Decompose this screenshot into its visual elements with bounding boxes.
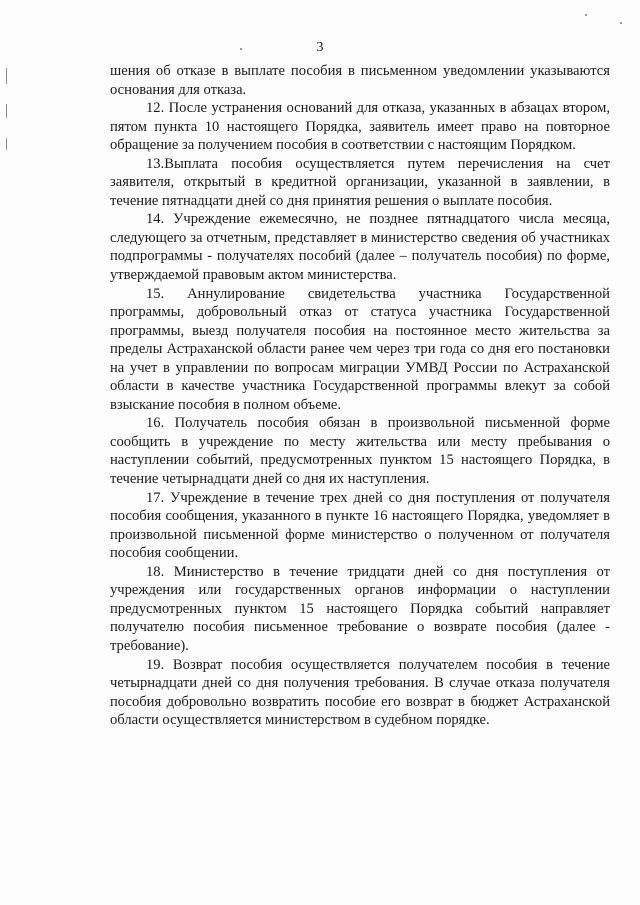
scan-margin-mark bbox=[6, 138, 7, 150]
paragraph-14: 14. Учреждение ежемесячно, не позднее пятнадцатого числа месяца, следующего за отчетным, представляет в министерство сведения об участниках подпрограммы - получателях пособий (далее – получатель пособия) по форме, утверждаемой правовым актом министерства. bbox=[110, 211, 610, 284]
paragraph-17: 17. Учреждение в течение трех дней со дня поступления от получателя пособия сообщения, указанного в пункте 16 настоящего Порядка, уведомляет в произвольной письменной форме министерство о полученном от получателя пособия сообщении. bbox=[110, 489, 610, 562]
paragraph-16: 16. Получатель пособия обязан в произвольной письменной форме сообщить в учреждение по месту жительства или месту пребывания о наступлении событий, предусмотренных пунктом 15 настоящего Порядка, в течение четырнадцати дней со дня их наступления. bbox=[110, 415, 610, 488]
paragraph-18: 18. Министерство в течение тридцати дней со дня поступления от учреждения или государственных органов информации о наступлении предусмотренных пунктом 15 настоящего Порядка событий направляет получателю пособия письменное требование о возврате пособия (далее - требование). bbox=[110, 563, 610, 654]
scan-margin-mark bbox=[6, 68, 7, 84]
scan-margin-mark bbox=[6, 104, 7, 118]
scan-speck bbox=[240, 48, 242, 50]
paragraph-15: 15. Аннулирование свидетельства участника Государственной программы, добровольный отказ от статуса участника Государственной программы, выезд получателя пособия на постоянное место жительства за пределы Астраханской области ранее чем через три года со дня его постановки на учет в управлении по вопросам миграции УМВД России по Астраханской области в качестве участника Государственной программы влекут за собой взыскание пособия в полном объеме. bbox=[110, 285, 610, 413]
paragraph-12: 12. После устранения оснований для отказа, указанных в абзацах втором, пятом пункта 10 настоящего Порядка, заявитель имеет право на повторное обращение за получением пособия в соответствии с настоящим Порядком. bbox=[110, 100, 610, 154]
scan-speck bbox=[620, 22, 622, 24]
paragraph-13: 13.Выплата пособия осуществляется путем перечисления на счет заявителя, открытый в кредитной организации, указанной в заявлении, в течение пятнадцати дней со дня принятия решения о выплате пособия. bbox=[110, 155, 610, 209]
page-number: 3 bbox=[316, 40, 324, 55]
paragraph-continuation: шения об отказе в выплате пособия в письменном уведомлении указываются основания для отказа. bbox=[110, 63, 610, 98]
paragraph-19: 19. Возврат пособия осуществляется получателем пособия в течение четырнадцати дней со дня получения требования. В случае отказа получателя пособия добровольно возвратить пособие его возврат в бюджет Астраханской области осуществляется министерством в судебном порядке. bbox=[110, 656, 610, 729]
document-body bbox=[110, 62, 610, 730]
scan-speck bbox=[585, 14, 587, 16]
